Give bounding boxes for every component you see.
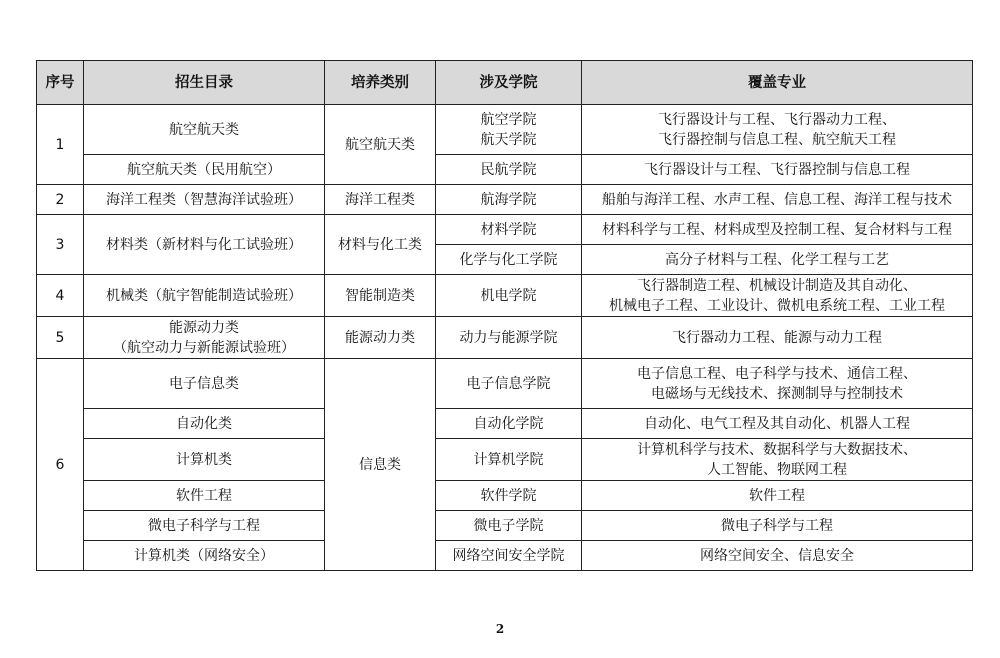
college-line: 航天学院 [480,131,537,148]
table-header-row [37,61,973,105]
majors-line: 电磁场与无线技术、探测制导与控制技术 [651,385,903,402]
catalog-cell: 软件工程 [84,481,325,511]
page-number: 2 [495,622,505,636]
row-no: 5 [37,317,84,359]
college-cell: 网络空间安全学院 [436,541,582,571]
college-cell [436,105,582,155]
row-no: 3 [37,215,84,275]
college-cell: 机电学院 [436,275,582,317]
majors-line: 飞行器制造工程、机械设计制造及其自动化、 [637,277,917,294]
category-cell: 智能制造类 [325,275,436,317]
catalog-cell: 自动化类 [84,409,325,439]
catalog-line: （航空动力与新能源试验班） [113,339,295,356]
category-cell: 信息类 [325,359,436,571]
header-catalog: 招生目录 [84,61,325,105]
table-row [37,215,973,245]
row-no: 4 [37,275,84,317]
catalog-cell: 电子信息类 [84,359,325,409]
table-row [37,481,973,511]
category-cell: 海洋工程类 [325,185,436,215]
college-cell: 化学与化工学院 [436,245,582,275]
majors-cell: 材料科学与工程、材料成型及控制工程、复合材料与工程 [582,215,973,245]
majors-cell [582,105,973,155]
catalog-cell: 计算机类 [84,439,325,481]
college-line: 航空学院 [480,111,537,128]
college-cell: 动力与能源学院 [436,317,582,359]
college-cell: 微电子学院 [436,511,582,541]
college-cell: 材料学院 [436,215,582,245]
college-cell: 自动化学院 [436,409,582,439]
table-row [37,185,973,215]
majors-cell [582,359,973,409]
table-row [37,155,973,185]
category-cell: 材料与化工类 [325,215,436,275]
table-row [37,541,973,571]
table-row [37,317,973,359]
college-cell: 软件学院 [436,481,582,511]
catalog-line: 能源动力类 [169,319,239,336]
table-row [37,275,973,317]
category-cell: 航空航天类 [325,105,436,185]
college-cell: 电子信息学院 [436,359,582,409]
catalog-cell: 航空航天类（民用航空） [84,155,325,185]
enrollment-table [36,60,973,571]
majors-cell [582,275,973,317]
header-no: 序号 [37,61,84,105]
majors-cell: 飞行器动力工程、能源与动力工程 [582,317,973,359]
college-cell: 民航学院 [436,155,582,185]
majors-line: 人工智能、物联网工程 [707,461,847,478]
category-cell: 能源动力类 [325,317,436,359]
college-cell: 计算机学院 [436,439,582,481]
header-college: 涉及学院 [436,61,582,105]
majors-cell: 软件工程 [582,481,973,511]
row-no: 6 [37,359,84,571]
row-no: 2 [37,185,84,215]
catalog-cell [84,317,325,359]
majors-cell: 飞行器设计与工程、飞行器控制与信息工程 [582,155,973,185]
header-majors: 覆盖专业 [582,61,973,105]
majors-line: 电子信息工程、电子科学与技术、通信工程、 [637,365,917,382]
majors-cell: 高分子材料与工程、化学工程与工艺 [582,245,973,275]
majors-line: 飞行器控制与信息工程、航空航天工程 [658,131,896,148]
majors-cell [582,439,973,481]
catalog-cell: 材料类（新材料与化工试验班） [84,215,325,275]
majors-cell: 网络空间安全、信息安全 [582,541,973,571]
majors-line: 机械电子工程、工业设计、微机电系统工程、工业工程 [609,297,945,314]
majors-line: 飞行器设计与工程、飞行器动力工程、 [658,111,896,128]
table-row [37,359,973,409]
catalog-cell: 海洋工程类（智慧海洋试验班） [84,185,325,215]
majors-line: 计算机科学与技术、数据科学与大数据技术、 [637,441,917,458]
table-row [37,105,973,155]
table-row [37,409,973,439]
majors-cell: 自动化、电气工程及其自动化、机器人工程 [582,409,973,439]
majors-cell: 微电子科学与工程 [582,511,973,541]
table-row [37,511,973,541]
majors-cell: 船舶与海洋工程、水声工程、信息工程、海洋工程与技术 [582,185,973,215]
table-row [37,439,973,481]
catalog-cell: 微电子科学与工程 [84,511,325,541]
catalog-cell: 航空航天类 [84,105,325,155]
catalog-cell: 机械类（航宇智能制造试验班） [84,275,325,317]
catalog-cell: 计算机类（网络安全） [84,541,325,571]
row-no: 1 [37,105,84,185]
header-category: 培养类别 [325,61,436,105]
college-cell: 航海学院 [436,185,582,215]
